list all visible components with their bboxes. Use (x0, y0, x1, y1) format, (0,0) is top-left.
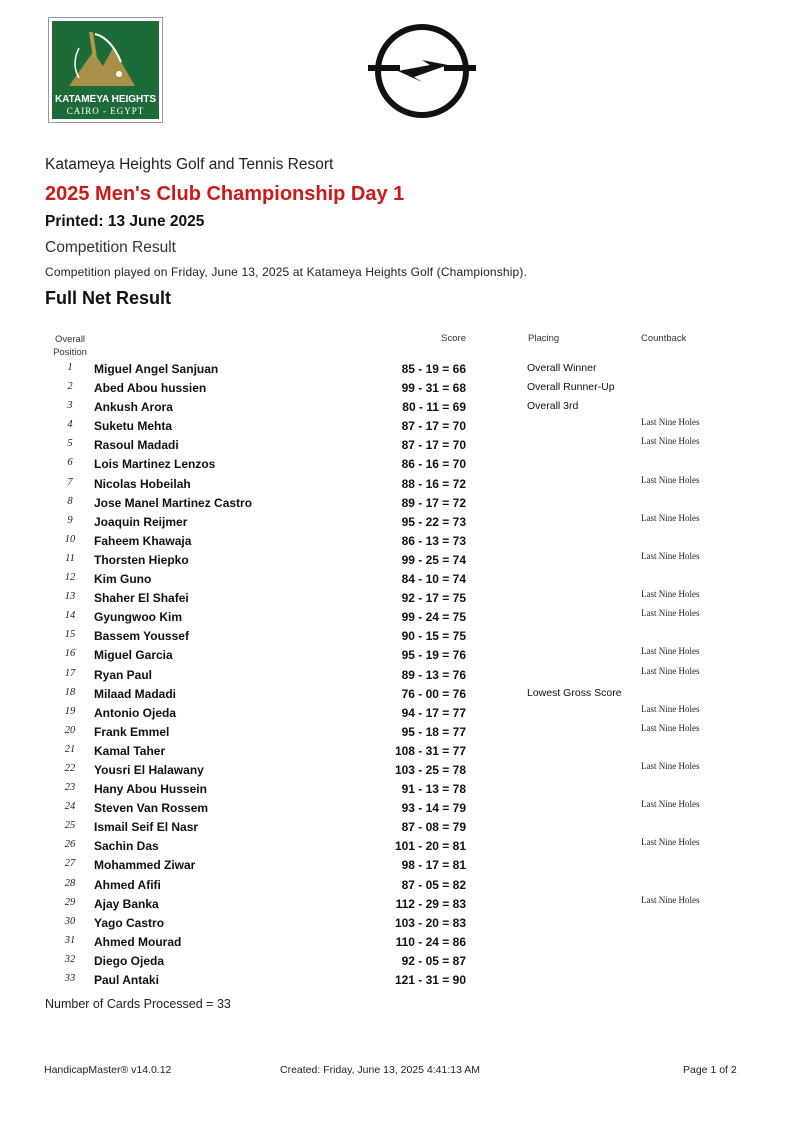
position-cell: 8 (67, 495, 73, 507)
table-row (0, 817, 794, 836)
player-name-cell: Milaad Madadi (94, 686, 177, 701)
player-name-cell: Diego Ojeda (94, 953, 165, 968)
table-row (0, 932, 794, 951)
position-cell: 14 (64, 610, 76, 622)
countback-cell: Last Nine Holes (641, 589, 700, 600)
cards-processed: Number of Cards Processed = 33 (45, 997, 231, 1011)
position-cell: 21 (64, 743, 76, 755)
position-cell: 23 (64, 782, 76, 794)
footer-created: Created: Friday, June 13, 2025 4:41:13 AM (280, 1064, 481, 1076)
score-cell: 90 - 15 = 75 (401, 629, 466, 644)
score-cell: 95 - 22 = 73 (401, 514, 466, 529)
printed-date: Printed: 13 June 2025 (45, 213, 205, 230)
opel-logo-graphic (368, 22, 476, 120)
player-name-cell: Yago Castro (94, 915, 165, 930)
column-header-position-line2: Position (53, 347, 87, 358)
score-cell: 101 - 20 = 81 (394, 839, 466, 854)
opel-logo (368, 22, 476, 120)
logo-line2: CAIRO - EGYPT (66, 106, 145, 116)
score-cell: 88 - 16 = 72 (401, 476, 466, 491)
score-cell: 103 - 20 = 83 (394, 915, 466, 930)
position-cell: 9 (67, 514, 73, 526)
player-name-cell: Ahmed Mourad (94, 934, 182, 949)
position-cell: 25 (64, 820, 76, 832)
score-cell: 98 - 17 = 81 (401, 858, 466, 873)
position-cell: 30 (64, 915, 76, 927)
position-cell: 19 (64, 705, 76, 717)
table-row (0, 531, 794, 550)
player-name-cell: Abed Abou hussien (94, 381, 207, 396)
table-row (0, 435, 794, 454)
opel-lightning (398, 60, 448, 82)
table-row (0, 760, 794, 779)
player-name-cell: Shaher El Shafei (94, 591, 189, 606)
placing-cell: Lowest Gross Score (527, 686, 622, 699)
table-row (0, 951, 794, 970)
table-row (0, 359, 794, 378)
column-header-countback: Countback (641, 333, 687, 344)
player-name-cell: Frank Emmel (94, 724, 170, 739)
column-header-position (44, 333, 96, 359)
score-cell: 94 - 17 = 77 (401, 705, 466, 720)
table-row (0, 798, 794, 817)
section-heading: Competition Result (45, 239, 176, 256)
score-cell: 87 - 05 = 82 (401, 877, 466, 892)
countback-cell: Last Nine Holes (641, 894, 700, 905)
position-cell: 12 (64, 572, 76, 584)
table-row (0, 722, 794, 741)
position-cell: 15 (64, 629, 76, 641)
position-cell: 22 (64, 762, 76, 774)
logo-line1: KATAMEYA HEIGHTS (54, 94, 157, 105)
score-cell: 91 - 13 = 78 (401, 782, 466, 797)
player-name-cell: Miguel Angel Sanjuan (94, 362, 219, 376)
position-cell: 16 (64, 648, 76, 660)
countback-cell: Last Nine Holes (641, 474, 700, 485)
player-name-cell: Rasoul Madadi (94, 438, 179, 453)
score-cell: 86 - 13 = 73 (401, 533, 466, 548)
score-cell: 92 - 17 = 75 (401, 591, 466, 606)
player-name-cell: Gyungwoo Kim (94, 610, 182, 625)
player-name-cell: Yousri El Halawany (94, 762, 204, 777)
score-cell: 87 - 17 = 70 (401, 419, 466, 434)
player-name-cell: Kamal Taher (94, 743, 166, 758)
table-row (0, 454, 794, 473)
countback-cell: Last Nine Holes (641, 837, 700, 848)
score-cell: 87 - 17 = 70 (401, 438, 466, 453)
placing-cell: Overall 3rd (527, 400, 579, 413)
player-name-cell: Hany Abou Hussein (94, 782, 207, 797)
position-cell: 2 (67, 381, 73, 393)
position-cell: 6 (67, 457, 73, 469)
table-row (0, 684, 794, 703)
score-cell: 87 - 08 = 79 (401, 820, 466, 835)
position-cell: 11 (65, 552, 75, 564)
position-cell: 4 (67, 419, 73, 431)
position-cell: 7 (67, 476, 73, 488)
table-row (0, 855, 794, 874)
player-name-cell: Lois Martinez Lenzos (94, 457, 216, 472)
column-header-score: Score (441, 333, 466, 344)
player-name-cell: Ajay Banka (94, 896, 159, 911)
player-name-cell: Joaquin Reijmer (94, 514, 188, 529)
player-name-cell: Steven Van Rossem (94, 801, 209, 816)
club-logo-graphic (49, 18, 162, 122)
player-name-cell: Faheem Khawaja (94, 533, 192, 548)
countback-cell: Last Nine Holes (641, 722, 700, 733)
score-cell: 93 - 14 = 79 (401, 801, 466, 816)
table-row (0, 626, 794, 645)
player-name-cell: Paul Antaki (94, 973, 159, 987)
position-cell: 29 (64, 896, 76, 908)
player-name-cell: Nicolas Hobeilah (94, 476, 191, 491)
player-name-cell: Bassem Youssef (94, 629, 189, 644)
table-row (0, 550, 794, 569)
player-name-cell: Ahmed Afifi (94, 877, 161, 892)
position-cell: 3 (67, 400, 73, 412)
score-cell: 112 - 29 = 83 (395, 896, 466, 911)
position-cell: 33 (64, 973, 76, 984)
countback-cell: Last Nine Holes (641, 665, 700, 676)
position-cell: 13 (64, 591, 76, 603)
countback-cell: Last Nine Holes (641, 417, 700, 428)
competition-details: Competition played on Friday, June 13, 2025 at Katameya Heights Golf (Championship). (45, 265, 527, 279)
footer-page-number: Page 1 of 2 (683, 1064, 737, 1076)
score-cell: 85 - 19 = 66 (401, 362, 466, 376)
score-cell: 89 - 13 = 76 (401, 667, 466, 682)
table-row (0, 512, 794, 531)
table-row (0, 875, 794, 894)
position-cell: 31 (64, 934, 76, 946)
countback-cell: Last Nine Holes (641, 703, 700, 714)
score-cell: 95 - 18 = 77 (401, 724, 466, 739)
score-cell: 99 - 31 = 68 (401, 381, 466, 396)
column-header-placing: Placing (528, 333, 560, 344)
table-row (0, 397, 794, 416)
score-cell: 84 - 10 = 74 (401, 572, 466, 587)
resort-name: Katameya Heights Golf and Tennis Resort (45, 156, 334, 173)
player-name-cell: Miguel Garcia (94, 648, 173, 663)
score-cell: 99 - 24 = 75 (401, 610, 466, 625)
column-header-position-line1: Overall (54, 334, 86, 345)
countback-cell: Last Nine Holes (641, 550, 700, 561)
countback-cell: Last Nine Holes (641, 512, 700, 523)
table-row (0, 741, 794, 760)
position-cell: 5 (67, 438, 73, 450)
table-row (0, 588, 794, 607)
player-name-cell: Mohammed Ziwar (94, 858, 196, 873)
table-row (0, 703, 794, 722)
table-row (0, 779, 794, 798)
score-cell: 99 - 25 = 74 (401, 552, 466, 567)
countback-cell: Last Nine Holes (641, 799, 700, 810)
score-cell: 92 - 05 = 87 (401, 953, 466, 968)
score-cell: 121 - 31 = 90 (394, 973, 466, 987)
score-cell: 110 - 24 = 86 (395, 934, 466, 949)
countback-cell: Last Nine Holes (641, 646, 700, 657)
score-cell: 95 - 19 = 76 (401, 648, 466, 663)
countback-cell: Last Nine Holes (641, 608, 700, 619)
table-row (0, 894, 794, 913)
score-cell: 76 - 00 = 76 (401, 686, 466, 701)
player-name-cell: Antonio Ojeda (94, 705, 176, 720)
placing-cell: Overall Winner (527, 362, 597, 374)
position-cell: 27 (64, 858, 76, 870)
position-cell: 1 (67, 362, 73, 373)
table-row (0, 378, 794, 397)
player-name-cell: Thorsten Hiepko (94, 552, 189, 567)
table-row (0, 645, 794, 664)
position-cell: 10 (64, 533, 76, 545)
result-subtitle: Full Net Result (45, 288, 172, 308)
katameya-heights-logo (48, 17, 163, 123)
table-row (0, 665, 794, 684)
table-row (0, 474, 794, 493)
table-row (0, 607, 794, 626)
table-row (0, 493, 794, 512)
table-row (0, 970, 794, 989)
countback-cell: Last Nine Holes (641, 760, 700, 771)
position-cell: 26 (64, 839, 76, 851)
position-cell: 18 (64, 686, 76, 698)
table-row (0, 569, 794, 588)
player-name-cell: Ismail Seif El Nasr (94, 820, 199, 835)
player-name-cell: Suketu Mehta (94, 419, 173, 434)
position-cell: 24 (64, 801, 76, 813)
player-name-cell: Ankush Arora (94, 400, 173, 415)
position-cell: 32 (64, 953, 76, 965)
table-row (0, 836, 794, 855)
logo-ball (116, 71, 122, 77)
position-cell: 20 (64, 724, 76, 736)
score-cell: 80 - 11 = 69 (402, 400, 466, 415)
countback-cell: Last Nine Holes (641, 436, 700, 447)
player-name-cell: Jose Manel Martinez Castro (94, 495, 253, 510)
table-row (0, 416, 794, 435)
placing-cell: Overall Runner-Up (527, 381, 615, 394)
score-cell: 89 - 17 = 72 (401, 495, 466, 510)
position-cell: 28 (64, 877, 76, 889)
table-row (0, 913, 794, 932)
score-cell: 86 - 16 = 70 (401, 457, 466, 472)
player-name-cell: Sachin Das (94, 839, 159, 854)
results-table (0, 359, 794, 989)
player-name-cell: Kim Guno (94, 572, 152, 587)
position-cell: 17 (64, 667, 76, 679)
opel-bar-left (368, 65, 400, 71)
page-title: 2025 Men's Club Championship Day 1 (45, 183, 405, 205)
opel-bar-right (444, 65, 476, 71)
score-cell: 108 - 31 = 77 (394, 743, 466, 758)
score-cell: 103 - 25 = 78 (394, 762, 466, 777)
footer-software: HandicapMaster® v14.0.12 (44, 1064, 172, 1076)
player-name-cell: Ryan Paul (94, 667, 153, 682)
